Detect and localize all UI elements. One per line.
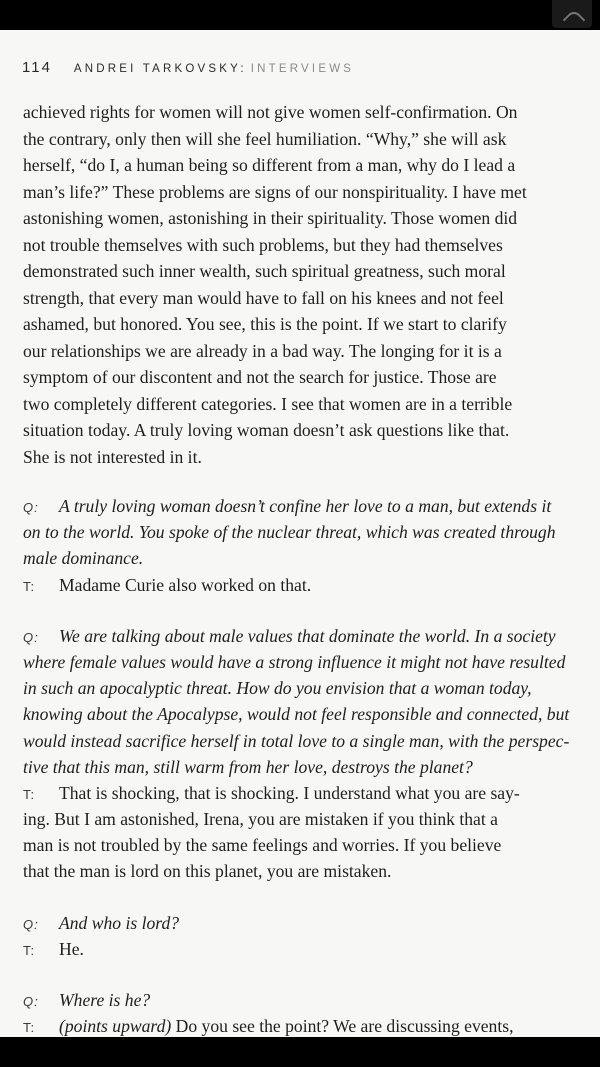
answer-line: man is not troubled by the same feelings and worries. If you believe: [23, 835, 502, 856]
question-text: And who is lord?: [59, 912, 180, 933]
question-line: tive that this man, still warm from her love, destroys the planet?: [23, 756, 473, 777]
opening-paragraph: [23, 99, 583, 470]
question-line: [23, 987, 583, 1013]
answer-label: T:: [23, 942, 36, 958]
question-label: Q:: [23, 994, 39, 1009]
question-line: [23, 623, 583, 649]
question-line: [23, 910, 583, 936]
top-black-bar: [0, 0, 600, 30]
question-line: would instead sacrifice herself in total love to a single man, with the perspec-: [23, 730, 570, 751]
stage-direction: (points upward): [59, 1016, 172, 1037]
running-head-title: ANDREI TARKOVSKY:: [73, 63, 247, 75]
text-line: She is not interested in it.: [23, 446, 202, 467]
answer-text: That is shocking, that is shocking. I understand what you are say-: [59, 782, 520, 803]
answer-label: T:: [23, 786, 36, 802]
text-line: achieved rights for women will not give women self-confirmation. On: [23, 102, 518, 122]
question-label: Q:: [23, 629, 39, 645]
answer-line: [23, 936, 583, 962]
running-head-subtitle: INTERVIEWS: [250, 63, 355, 75]
curl-icon: [563, 9, 586, 32]
text-line: two completely different categories. I see that women are in a terrible: [23, 393, 513, 414]
question-text: A truly loving woman doesn’t confine her love to a man, but extends it: [59, 496, 552, 516]
question-line: on to the world. You spoke of the nuclear threat, which was created through: [23, 522, 556, 543]
question-line: [23, 493, 583, 519]
question-line: knowing about the Apocalypse, would not feel responsible and connected, but: [23, 704, 570, 725]
text-line: herself, “do I, a human being so different from a man, why do I lead a: [23, 155, 516, 175]
spacer: [23, 470, 583, 493]
answer-text: He.: [59, 938, 84, 959]
spacer: [23, 598, 583, 623]
text-line: demonstrated such inner wealth, such spiritual greatness, such moral: [23, 261, 506, 281]
question-label: Q:: [23, 916, 39, 932]
exchange-3: [23, 910, 583, 962]
exchange-2: [23, 623, 583, 885]
answer-line: [23, 1013, 583, 1039]
question-text: We are talking about male values that dominate the world. In a society: [59, 625, 556, 646]
text-line: not trouble themselves with such problems, but they had themselves: [23, 234, 503, 255]
answer-text: Do you see the point? We are discussing events,: [171, 1016, 514, 1037]
answer-line: that the man is lord on this planet, you are mistaken.: [23, 861, 392, 882]
question-line: male dominance.: [23, 548, 144, 569]
answer-line: ing. But I am astonished, Irena, you are mistaken if you think that a: [23, 809, 498, 830]
answer-line: [23, 780, 583, 806]
spacer: [23, 962, 583, 987]
question-text: Where is he?: [59, 990, 151, 1010]
text-line: strength, that every man would have to fall on his knees and not feel: [23, 287, 504, 308]
text-line: astonishing women, astonishing in their spirituality. Those women did: [23, 208, 518, 228]
answer-label: T:: [23, 1020, 36, 1036]
spacer: [23, 885, 583, 910]
text-line: symptom of our discontent and not the search for justice. Those are: [23, 367, 497, 387]
question-label: Q:: [23, 500, 39, 515]
text-line: ashamed, but honored. You see, this is the point. If we start to clarify: [23, 314, 507, 334]
running-header: [22, 59, 354, 77]
text-line: man’s life?” These problems are signs of our nonspirituality. I have met: [23, 181, 527, 202]
answer-text: Madame Curie also worked on that.: [59, 574, 312, 595]
text-line: situation today. A truly loving woman doesn’t ask questions like that.: [23, 420, 510, 440]
text-line: our relationships we are already in a bad way. The longing for it is a: [23, 340, 502, 361]
page-corner-tab[interactable]: [552, 0, 592, 28]
text-line: the contrary, only then will she feel humiliation. “Why,” she will ask: [23, 128, 507, 149]
question-line: in such an apocalyptic threat. How do you envision that a woman today,: [23, 678, 532, 699]
answer-label: T:: [23, 578, 36, 594]
bottom-black-bar: [0, 1037, 600, 1067]
page-body: [23, 99, 583, 1066]
exchange-1: [23, 493, 583, 598]
answer-line: [23, 572, 583, 598]
page-number: 114: [22, 59, 52, 76]
question-line: where female values would have a strong influence it might not have resulted: [23, 651, 566, 672]
